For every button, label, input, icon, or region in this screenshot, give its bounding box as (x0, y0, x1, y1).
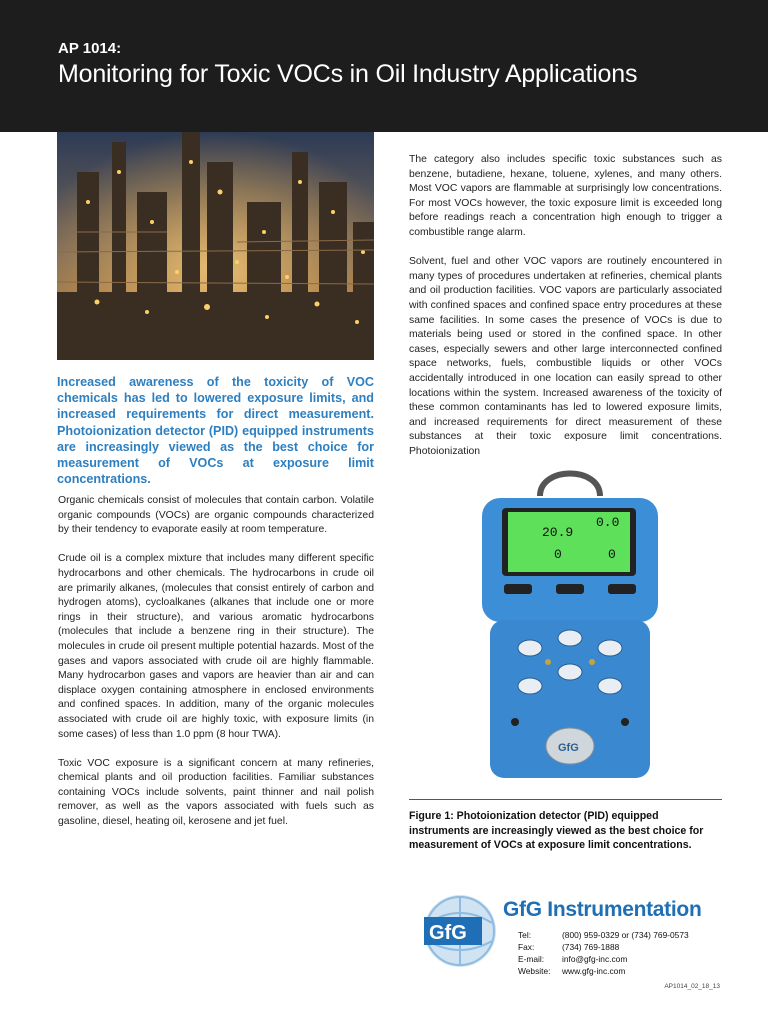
gfg-logo-icon (420, 893, 500, 973)
contact-block (518, 929, 689, 977)
pid-detector-image (470, 466, 670, 784)
fax-label: Fax: (518, 942, 535, 952)
website-link[interactable]: www.gfg-inc.com (562, 966, 626, 976)
tel-label: Tel: (518, 930, 532, 940)
paragraph-solvent-fuel: Solvent, fuel and other VOC vapors are routinely encountered in many types of procedures undertaken at refineries, chemical plants and oil production facilities. VOC vapors are particularly associated with confined spaces and confined space entry procedures at these same facilities. In some cases the presence of VOCs is due to materials being used or stored in the confined space. In other cases, especially sewers and other large interconnected confined space networks, fuels, combustible liquids or other VOCs accidentally introduced in one location can easily spread to other locations within the system. Increased awareness of the toxicity of these common contaminants has led to lowered exposure limits, and increased requirements for direct measurement of these substances at their toxic exposure limit concentrations. Photoionization (409, 256, 722, 457)
caption-divider (409, 799, 722, 800)
paragraph-toxic-voc-exposure: Toxic VOC exposure is a significant concern at many refineries, chemical plants and oil production facilities. Familiar substances containing VOCs include solvents, paint thinner and nail polish remover, as well as the vapors associated with fuels such as gasoline, diesel, heating oil, kerosene and jet fuel. (58, 757, 374, 828)
paragraph-crude-oil: Crude oil is a complex mixture that includes many different specific hydrocarbons and other chemicals. The hydrocarbons in crude oil are primarily alkanes, (molecules that consist entirely of carbon and hydrogen atoms), cycloalkanes (alkanes that include one or more rings in their structure), and various aromatic hydrocarbons (molecules that include a benzene ring in their structure). The molecules in crude oil present multiple potential hazards. Most of the gases and vapors associated with crude oil are highly flammable. Many hydrocarbon gases and vapors are heavier than air and can displace oxygen containing atmosphere in enclosed environments and confined spaces. In addition, many of the organic molecules associated with crude oil are highly toxic, with exposure limits (in some cases) of less than 1.0 ppm (8 hour TWA). (58, 553, 374, 740)
website-label: Website: (518, 966, 551, 976)
lead-paragraph: Increased awareness of the toxicity of VOC chemicals has led to lowered exposure limits, and increased requirements for direct measurement. Photoionization detector (PID) equipped instruments are increasingly viewed as the best choice for measurement of VOCs at exposure limit concentrations. (57, 375, 374, 487)
paragraph-vocs-definition: Organic chemicals consist of molecules that contain carbon. Volatile organic compounds (VOCs) are organic compounds characterized by their tendency to evaporate easily at room temperature. (58, 495, 374, 536)
logo-text: GfG (429, 922, 467, 944)
right-column (409, 153, 722, 474)
doc-id: AP1014_02_18_13 (664, 983, 720, 990)
device-logo-text: GfG (558, 742, 579, 754)
paragraph-category: The category also includes specific toxic substances such as benzene, butadiene, hexane, toluene, xylenes, and many others. Most VOC vapors are flammable at surprisingly low concentrations. For most VOCs however, the toxic exposure limit is exceeded long before readings reach a concentration high enough to trigger a combustible range alarm. (409, 154, 722, 238)
fax-value: (734) 769-1888 (562, 942, 620, 952)
email-label: E-mail: (518, 954, 545, 964)
email-link[interactable]: info@gfg-inc.com (562, 954, 628, 964)
screen-reading-top-left: 20.9 (542, 525, 574, 540)
brand-name: GfG Instrumentation (503, 898, 702, 921)
screen-reading-top-right: 0.0 (596, 515, 620, 530)
doc-number: AP 1014: (58, 40, 122, 57)
left-column (58, 494, 374, 844)
refinery-photo (57, 132, 374, 360)
page-header (0, 0, 768, 132)
page-title: Monitoring for Toxic VOCs in Oil Industry Applications (58, 60, 638, 88)
tel-value: (800) 959-0329 or (734) 769-0573 (562, 930, 689, 940)
figure-caption: Figure 1: Photoionization detector (PID) equipped instruments are increasingly viewed as the best choice for measurement of VOCs at exposure limit concentrations. (409, 810, 704, 852)
screen-reading-bottom-left: 0 (554, 547, 562, 562)
screen-reading-bottom-right: 0 (608, 547, 616, 562)
